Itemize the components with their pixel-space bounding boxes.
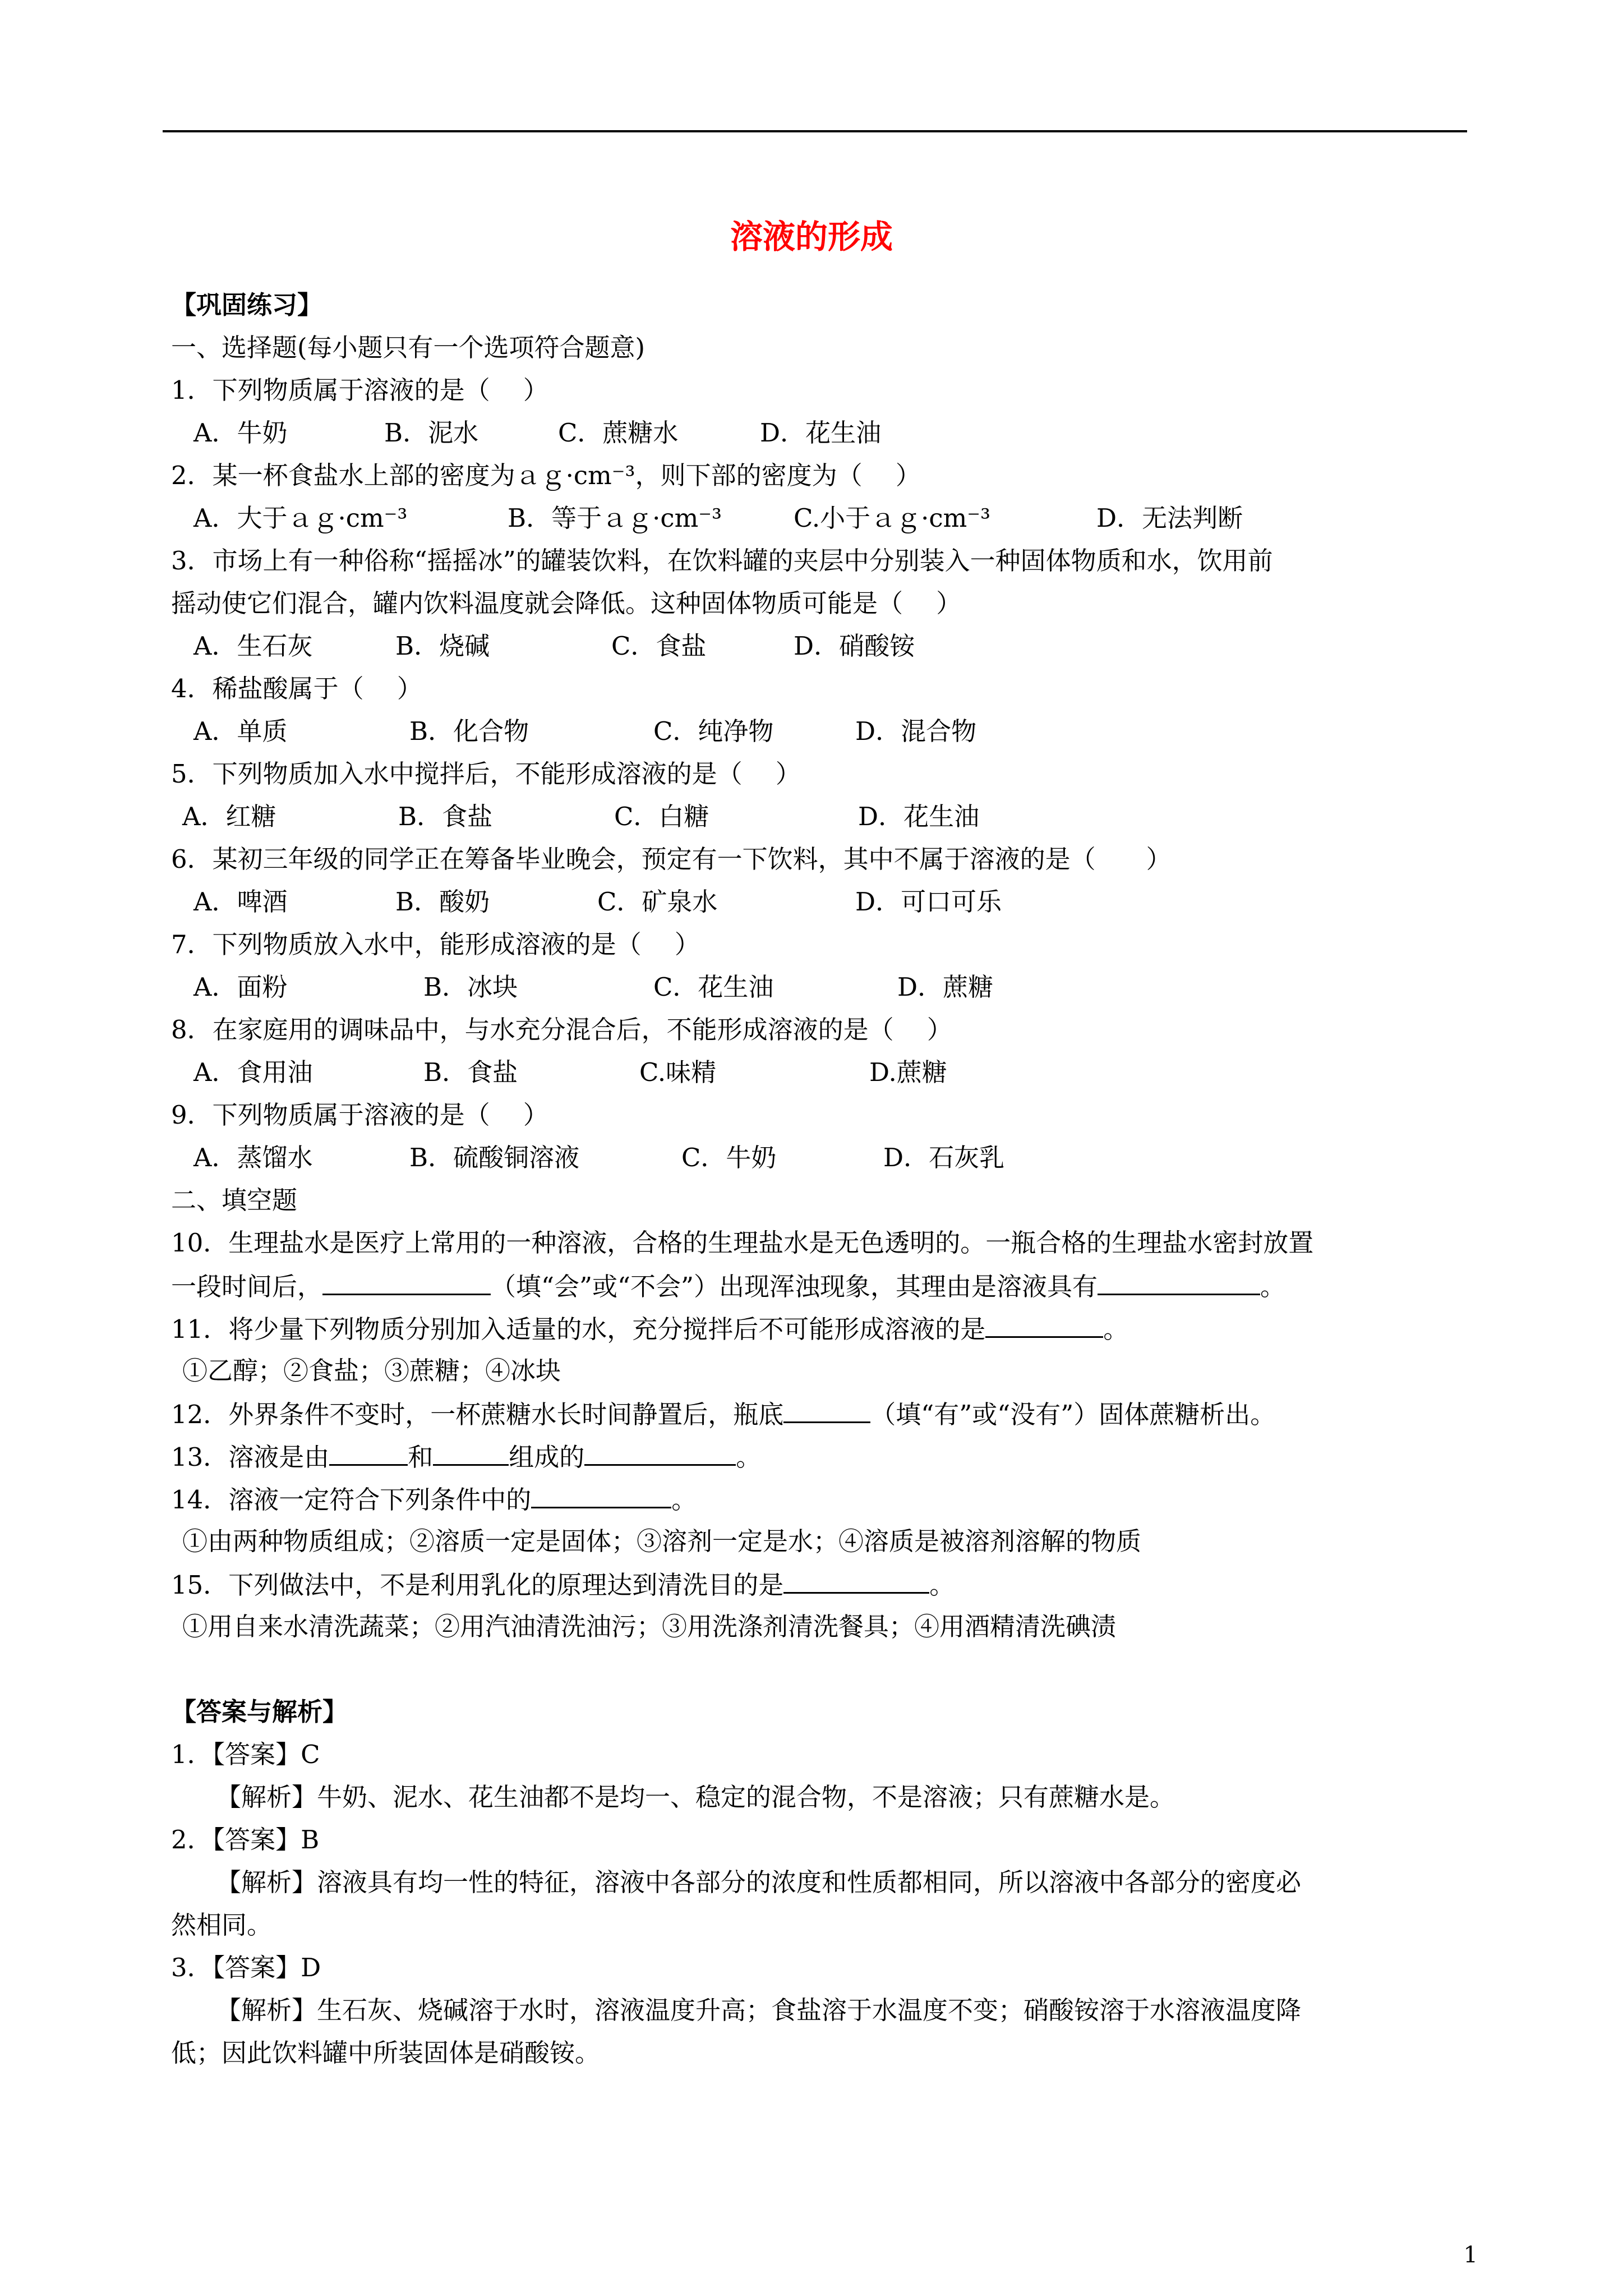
document-body <box>171 284 1472 2074</box>
question-stem: 4．稀盐酸属于（ ） <box>171 674 422 703</box>
question-stem: 5．下列物质加入水中搅拌后，不能形成溶液的是（ ） <box>171 759 801 789</box>
option-a: A．食用油 <box>193 1057 313 1087</box>
option-b: B．泥水 <box>384 418 479 448</box>
option-d: D．混合物 <box>855 716 977 746</box>
question-options <box>171 625 1472 668</box>
q14-text-2: 。 <box>671 1485 697 1515</box>
explanation-2-continued: 然相同。 <box>171 1910 273 1940</box>
option-d: D．可口可乐 <box>855 887 1002 917</box>
option-a: A．啤酒 <box>193 887 288 917</box>
q12-text-1: 12．外界条件不变时，一杯蔗糖水长时间静置后，瓶底 <box>171 1400 784 1429</box>
fill-question-15 <box>171 1563 1472 1605</box>
q13-text-1: 13．溶液是由 <box>171 1442 330 1472</box>
answer-1: 1．【答案】C <box>171 1740 320 1769</box>
fill-question-10: 10．生理盐水是医疗上常用的一种溶液，合格的生理盐水是无色透明的。一瓶合格的生理盐水密封放置 <box>171 1228 1314 1258</box>
q15-blank <box>783 1563 929 1594</box>
option-d: D.蔗糖 <box>869 1057 947 1087</box>
q14-blank <box>531 1478 671 1508</box>
explanation-1: 【解析】牛奶、泥水、花生油都不是均一、稳定的混合物，不是溶液；只有蔗糖水是。 <box>216 1782 1175 1812</box>
question-options <box>171 1137 1472 1179</box>
question-stem: 8．在家庭用的调味品中，与水充分混合后，不能形成溶液的是（ ） <box>171 1015 952 1045</box>
option-b: B．等于ａｇ·cm⁻³ <box>508 503 722 533</box>
q11-blank <box>985 1307 1103 1338</box>
part1-heading: 一、选择题(每小题只有一个选项符合题意) <box>171 333 645 362</box>
part2-heading: 二、填空题 <box>171 1185 298 1215</box>
q15-choices: ①用自来水清洗蔬菜；②用汽油清洗油污；③用洗涤剂清洗餐具；④用酒精清洗碘渍 <box>182 1612 1117 1641</box>
q14-choices: ①由两种物质组成；②溶质一定是固体；③溶剂一定是水；④溶质是被溶剂溶解的物质 <box>182 1526 1142 1556</box>
explanation-3-continued: 低；因此饮料罐中所装固体是硝酸铵。 <box>171 2038 601 2068</box>
option-b: B．冰块 <box>423 972 518 1002</box>
q11-choices: ①乙醇；②食盐；③蔗糖；④冰块 <box>182 1356 561 1386</box>
option-d: D．蔗糖 <box>897 972 994 1002</box>
option-b: B．酸奶 <box>395 887 490 917</box>
option-a: A．蒸馏水 <box>193 1143 313 1172</box>
header-rule <box>163 130 1467 132</box>
section-gap <box>171 1648 1472 1691</box>
q10-blank-2 <box>1098 1264 1260 1295</box>
q15-text-2: 。 <box>929 1570 955 1600</box>
option-b: B．硫酸铜溶液 <box>409 1143 580 1172</box>
q10-text-2: （填“会”或“不会”）出现浑浊现象，其理由是溶液具有 <box>491 1272 1098 1301</box>
q12-text-2: （填“有”或“没有”）固体蔗糖析出。 <box>870 1400 1276 1429</box>
q10-text-1: 一段时间后， <box>171 1272 323 1301</box>
option-c: C．花生油 <box>653 972 774 1002</box>
answer-2: 2．【答案】B <box>171 1825 320 1855</box>
fill-question-12 <box>171 1392 1472 1435</box>
option-d: D．石灰乳 <box>883 1143 1005 1172</box>
question-options <box>171 1051 1472 1094</box>
option-c: C.味精 <box>639 1057 717 1087</box>
page-title: 溶液的形成 <box>730 218 893 256</box>
question-stem: 2．某一杯食盐水上部的密度为ａｇ·cm⁻³，则下部的密度为（ ） <box>171 461 921 490</box>
option-c: C．白糖 <box>614 802 709 831</box>
option-a: A．单质 <box>193 716 288 746</box>
answer-3: 3．【答案】D <box>171 1953 321 1982</box>
fill-question-10-continued <box>171 1264 1472 1307</box>
option-c: C．纯净物 <box>653 716 774 746</box>
q11-text-2: 。 <box>1103 1314 1129 1344</box>
option-d: D．花生油 <box>858 802 980 831</box>
page-number: 1 <box>1463 2242 1478 2268</box>
option-c: C.小于ａｇ·cm⁻³ <box>794 503 991 533</box>
question-stem: 7．下列物质放入水中，能形成溶液的是（ ） <box>171 930 700 959</box>
question-stem: 1．下列物质属于溶液的是（ ） <box>171 375 548 405</box>
q15-text-1: 15．下列做法中，不是利用乳化的原理达到清洗目的是 <box>171 1570 784 1600</box>
option-a: A．面粉 <box>193 972 288 1002</box>
option-d: D．硝酸铵 <box>794 631 915 661</box>
fill-question-13 <box>171 1435 1472 1478</box>
option-d: D．无法判断 <box>1096 503 1243 533</box>
section-heading-answers: 【答案与解析】 <box>171 1697 348 1727</box>
option-c: C．矿泉水 <box>597 887 718 917</box>
q13-blank-3 <box>584 1435 736 1466</box>
question-options <box>171 966 1472 1009</box>
explanation-3: 【解析】生石灰、烧碱溶于水时，溶液温度升高；食盐溶于水温度不变；硝酸铵溶于水溶液温度降 <box>216 1995 1302 2025</box>
question-options <box>171 795 1472 838</box>
q13-text-4: 。 <box>736 1442 762 1472</box>
option-b: B．食盐 <box>423 1057 518 1087</box>
q11-text-1: 11．将少量下列物质分别加入适量的水，充分搅拌后不可能形成溶液的是 <box>171 1314 986 1344</box>
option-b: B．食盐 <box>398 802 493 831</box>
section-heading-practice: 【巩固练习】 <box>171 290 323 320</box>
option-c: C．牛奶 <box>681 1143 777 1172</box>
question-stem: 9．下列物质属于溶液的是（ ） <box>171 1100 548 1130</box>
question-stem: 3．市场上有一种俗称“摇摇冰”的罐装饮料，在饮料罐的夹层中分别装入一种固体物质和水，饮用前 <box>171 546 1273 576</box>
question-stem-continued: 摇动使它们混合，罐内饮料温度就会降低。这种固体物质可能是（ ） <box>171 588 962 618</box>
question-options <box>171 412 1472 454</box>
option-d: D．花生油 <box>760 418 882 448</box>
fill-question-14 <box>171 1478 1472 1520</box>
q13-text-2: 和 <box>408 1442 434 1472</box>
q12-blank <box>783 1392 870 1423</box>
option-a: A．红糖 <box>182 802 276 831</box>
q10-blank-1 <box>322 1264 491 1295</box>
option-b: B．化合物 <box>409 716 529 746</box>
option-c: C．蔗糖水 <box>558 418 679 448</box>
question-stem: 6．某初三年级的同学正在筹备毕业晚会，预定有一下饮料，其中不属于溶液的是（ ） <box>171 844 1172 874</box>
q13-blank-1 <box>329 1435 408 1466</box>
fill-question-11 <box>171 1307 1472 1350</box>
option-b: B．烧碱 <box>395 631 490 661</box>
option-a: A．大于ａｇ·cm⁻³ <box>193 503 408 533</box>
option-c: C．食盐 <box>611 631 707 661</box>
q13-text-3: 组成的 <box>509 1442 585 1472</box>
option-a: A．牛奶 <box>193 418 288 448</box>
question-options <box>171 710 1472 753</box>
q13-blank-2 <box>433 1435 509 1466</box>
question-options <box>171 881 1472 923</box>
q10-text-3: 。 <box>1260 1272 1286 1301</box>
question-options <box>171 497 1472 540</box>
explanation-2: 【解析】溶液具有均一性的特征，溶液中各部分的浓度和性质都相同，所以溶液中各部分的密度必 <box>216 1867 1302 1897</box>
q14-text-1: 14．溶液一定符合下列条件中的 <box>171 1485 532 1515</box>
option-a: A．生石灰 <box>193 631 313 661</box>
